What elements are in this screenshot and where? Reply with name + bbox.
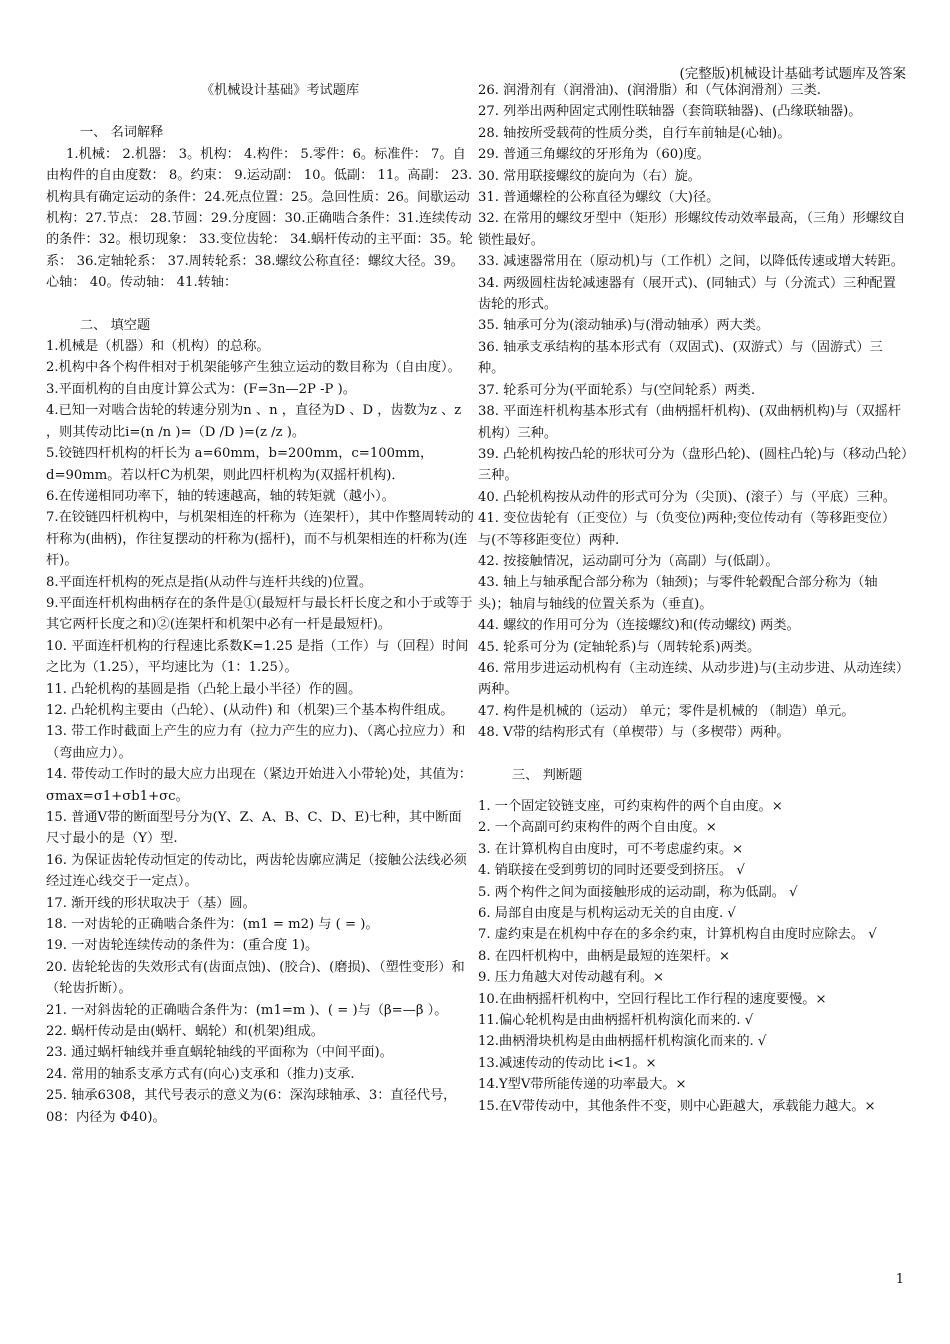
list-item: 43. 轴上与轴承配合部分称为（轴颈)；与零件轮毂配合部分称为（轴头)；轴肩与轴线的位置关系为（垂直)。 bbox=[478, 575, 878, 612]
list-item: 3. 在计算机构自由度时，可不考虑虚约束。× bbox=[478, 841, 744, 857]
list-item: 29. 普通三角螺纹的牙形角为（60)度。 bbox=[478, 147, 710, 163]
list-item: 33. 减速器常用在（原动机)与（工作机）之间，以降低传速或增大转距。 bbox=[478, 254, 904, 270]
list-item: 3.平面机构的自由度计算公式为：(F=3n—2P -P )。 bbox=[46, 381, 356, 397]
fill-list-right bbox=[478, 80, 908, 744]
list-item: 7. 虚约束是在机构中存在的多余约束，计算机构自由度时应除去。 √ bbox=[478, 927, 877, 943]
list-item: 12.曲柄滑块机构是由曲柄摇杆机构演化而来的. √ bbox=[478, 1034, 767, 1050]
list-item: 12. 凸轮机构主要由（凸轮）、(从动件) 和（机架)三个基本构件组成。 bbox=[46, 702, 454, 718]
list-item: 18. 一对齿轮的正确啮合条件为：(m1 = m2) 与 ( = )。 bbox=[46, 917, 379, 933]
list-item: 6.在传递相同功率下，轴的转速越高，轴的转矩就（越小）。 bbox=[46, 488, 395, 504]
list-item: 25. 轴承6308，其代号表示的意义为(6：深沟球轴承、3：直径代号，08：内径为 Φ40)。 bbox=[46, 1088, 457, 1125]
list-item: 30. 常用联接螺纹的旋向为（右）旋。 bbox=[478, 168, 701, 184]
list-item: 26. 润滑剂有（润滑油)、(润滑脂）和（气体润滑剂）三类. bbox=[478, 83, 821, 98]
list-item: 9. 压力角越大对传动越有利。× bbox=[478, 970, 665, 986]
right-column bbox=[478, 80, 908, 1117]
list-item: 2. 一个高副可约束构件的两个自由度。× bbox=[478, 820, 717, 836]
list-item: 20. 齿轮轮齿的失效形式有(齿面点蚀)、(胶合)、(磨损)、（塑性变形）和（轮齿折断）。 bbox=[46, 959, 465, 997]
list-item: 13.减速传动的传动比 i<1。× bbox=[478, 1055, 657, 1071]
list-item: 15. 普通V带的断面型号分为(Y、Z、A、B、C、D、E)七种，其中断面尺寸最小的是（Y）型. bbox=[46, 810, 462, 847]
section-heading-fill: 二、 填空题 bbox=[80, 317, 151, 333]
list-item: 5.铰链四杆机构的杆长为 a=60mm，b=200mm，c=100mm，d=90mm。若以杆C为机架，则此四杆机构为(双摇杆机构)． bbox=[46, 446, 434, 483]
list-item: 40. 凸轮机构按从动件的形式可分为（尖顶)、(滚子）与（平底）三种。 bbox=[478, 489, 896, 505]
judge-list bbox=[478, 796, 908, 1117]
list-item: 23. 通过蜗杆轴线并垂直蜗轮轴线的平面称为（中间平面)。 bbox=[46, 1045, 393, 1061]
list-item: 45. 轮系可分为 (定轴轮系)与（周转轮系)两类。 bbox=[478, 639, 761, 655]
list-item: 6. 局部自由度是与机构运动无关的自由度. √ bbox=[478, 906, 736, 922]
list-item: 17. 渐开线的形状取决于（基）圆。 bbox=[46, 895, 256, 911]
document-title: 《机械设计基础》考试题库 bbox=[200, 83, 360, 98]
list-item: 34. 两级圆柱齿轮减速器有（展开式)、(同轴式）与（分流式）三种配置齿轮的形式。 bbox=[478, 275, 896, 313]
section-heading-judge: 三、 判断题 bbox=[512, 767, 583, 783]
list-item: 31. 普通螺栓的公称直径为螺纹（大)径。 bbox=[478, 190, 720, 206]
list-item: 9.平面连杆机构曲柄存在的条件是①(最短杆与最长杆长度之和小于或等于其它两杆长度之和)②(连架杆和机架中必有一杆是最短杆)。 bbox=[46, 595, 473, 633]
list-item: 24. 常用的轴系支承方式有(向心)支承和（推力)支承. bbox=[46, 1066, 355, 1082]
list-item: 47. 构件是机械的（运动） 单元；零件是机械的 （制造）单元。 bbox=[478, 703, 855, 719]
list-item: 35. 轴承可分为(滚动轴承)与(滑动轴承）两大类。 bbox=[478, 318, 770, 334]
fill-list-left bbox=[46, 336, 474, 1128]
list-item: 39. 凸轮机构按凸轮的形状可分为（盘形凸轮)、(圆柱凸轮)与（移动凸轮）三种。 bbox=[478, 446, 908, 484]
list-item: 14. 带传动工作时的最大应力出现在（紧边开始进入小带轮)处，其值为：σmax=σ1+σb1+σc。 bbox=[46, 767, 472, 804]
list-item: 10.在曲柄摇杆机构中，空回行程比工作行程的速度要慢。× bbox=[478, 991, 827, 1007]
list-item: 15.在V带传动中，其他条件不变，则中心距越大，承载能力越大。× bbox=[478, 1098, 876, 1114]
list-item: 8.平面连杆机构的死点是指(从动件与连杆共线的)位置。 bbox=[46, 574, 373, 590]
list-item: 22. 蜗杆传动是由(蜗杆、蜗轮）和(机架)组成。 bbox=[46, 1024, 324, 1040]
list-item: 13. 带工作时截面上产生的应力有（拉力产生的应力)、（离心拉应力）和（弯曲应力）。 bbox=[46, 724, 466, 761]
list-item: 1.机械是（机器）和（机构）的总称。 bbox=[46, 339, 270, 355]
list-item: 16. 为保证齿轮传动恒定的传动比，两齿轮齿廓应满足（接触公法线必须经过连心线交于一定点）。 bbox=[46, 852, 467, 890]
list-item: 19. 一对齿轮连续传动的条件为：(重合度 1)。 bbox=[46, 938, 319, 954]
list-item: 42. 按接触情况，运动副可分为（高副）与(低副）。 bbox=[478, 553, 779, 569]
list-item: 10. 平面连杆机构的行程速比系数K=1.25 是指（工作）与（回程）时间之比为（1.25），平均速比为（1：1.25）。 bbox=[46, 638, 469, 676]
list-item: 11. 凸轮机构的基圆是指（凸轮上最小半径）作的圆。 bbox=[46, 681, 362, 697]
list-item: 21. 一对斜齿轮的正确啮合条件为：(m1=m )、( = )与（β=—β ）。 bbox=[46, 1002, 448, 1018]
list-item: 46. 常用步进运动机构有（主动连续、从动步进)与(主动步进、从动连续）两种。 bbox=[478, 660, 903, 698]
list-item: 27. 列举出两种固定式刚性联轴器（套筒联轴器)、(凸缘联轴器)。 bbox=[478, 104, 862, 120]
page-number: 1 bbox=[895, 1272, 904, 1287]
list-item: 37. 轮系可分为(平面轮系）与(空间轮系）两类. bbox=[478, 382, 756, 398]
section-heading-terms: 一、 名词解释 bbox=[80, 125, 164, 141]
list-item: 44. 螺纹的作用可分为（连接螺纹)和(传动螺纹) 两类。 bbox=[478, 618, 800, 634]
list-item: 7.在铰链四杆机构中，与机架相连的杆称为（连架杆），其中作整周转动的杆称为(曲柄)，作往复摆动的杆称为(摇杆)，而不与机架相连的杆称为(连杆)。 bbox=[46, 510, 474, 569]
list-item: 11.偏心轮机构是由曲柄摇杆机构演化而来的. √ bbox=[478, 1013, 754, 1029]
list-item: 28. 轴按所受载荷的性质分类，自行车前轴是(心轴)。 bbox=[478, 125, 791, 141]
list-item: 38. 平面连杆机构基本形式有（曲柄摇杆机构)、(双曲柄机构)与（双摇杆机构）三种。 bbox=[478, 404, 902, 441]
page-header: (完整版)机械设计基础考试题库及答案 bbox=[679, 66, 906, 82]
list-item: 5. 两个构件之间为面接触形成的运动副，称为低副。 √ bbox=[478, 884, 798, 900]
list-item: 36. 轴承支承结构的基本形式有（双固式)、(双游式）与（固游式）三种。 bbox=[478, 339, 883, 377]
terms-paragraph: 1.机械： 2.机器： 3。机构： 4.构件： 5.零件：6。标准件： 7。自由构件的自由度数： 8。约束： 9.运动副： 10。低副： 11。高副： 23.机构具有确定运动的条件：24.死点位置：25。急回性质：26。间歇运动机构：27.节点： 28.节圆：29.分度圆：30.正确啮合条件：31.连续传动的条件：32。根切现象： 33.变位齿轮： 34.蜗杆传动的主平面：35。轮系： 36.定轴轮系： 37.周转轮系：38.螺纹公称直径：螺纹大径。39。心轴： 40。传动轴： 41.转轴： bbox=[46, 146, 473, 291]
list-item: 8. 在四杆机构中，曲柄是最短的连架杆。× bbox=[478, 948, 731, 964]
list-item: 4.已知一对啮合齿轮的转速分别为n 、n ，直径为D 、D ，齿数为z 、z ，则其传动比i=(n /n )=（D /D )=(z /z )。 bbox=[46, 403, 462, 440]
list-item: 14.Y型V带所能传递的功率最大。× bbox=[478, 1077, 687, 1093]
list-item: 41. 变位齿轮有（正变位）与（负变位)两种;变位传动有（等移距变位）与(不等移距变位）两种. bbox=[478, 511, 896, 548]
list-item: 4. 销联接在受到剪切的同时还要受到挤压。 √ bbox=[478, 863, 745, 879]
list-item: 48. V带的结构形式有（单楔带）与（多楔带）两种。 bbox=[478, 725, 790, 741]
list-item: 1. 一个固定铰链支座，可约束构件的两个自由度。× bbox=[478, 799, 783, 814]
list-item: 2.机构中各个构件相对于机架能够产生独立运动的数目称为（自由度）。 bbox=[46, 360, 461, 376]
list-item: 32. 在常用的螺纹牙型中（矩形）形螺纹传动效率最高，（三角）形螺纹自锁性最好。 bbox=[478, 211, 906, 248]
left-column bbox=[46, 80, 474, 1128]
